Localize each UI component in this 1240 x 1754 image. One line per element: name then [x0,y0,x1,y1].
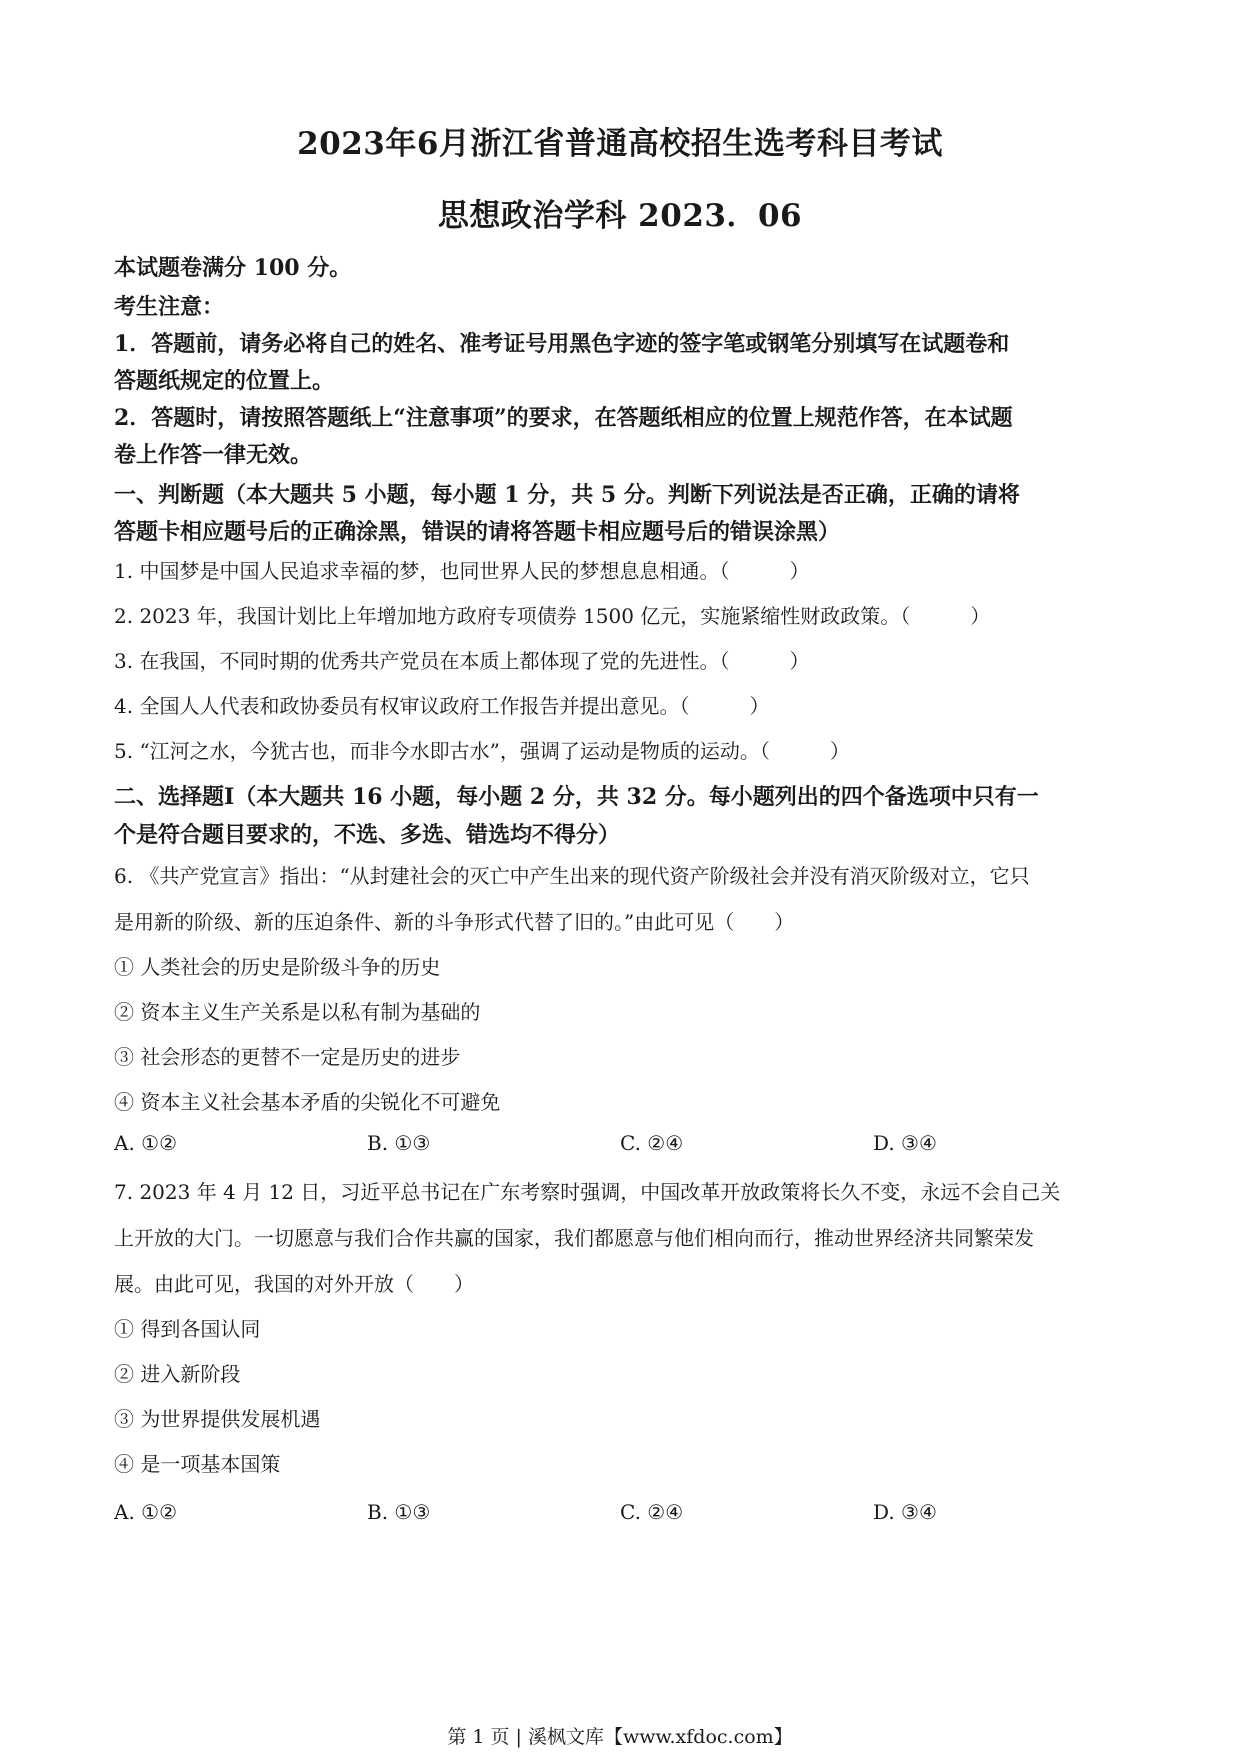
question-7-option-c: C. ②④ [620,1500,684,1524]
exam-title: 2023年6月浙江省普通高校招生选考科目考试 [297,126,943,162]
exam-subtitle: 思想政治学科 2023．06 [437,198,803,234]
question-6-statement-3: ③ 社会形态的更替不一定是历史的进步 [114,1045,461,1069]
question-6-option-b: B. ①③ [367,1131,431,1155]
question-7-option-b: B. ①③ [367,1500,431,1524]
question-7-statement-2: ② 进入新阶段 [114,1362,241,1386]
question-7-stem-line-2: 上开放的大门。一切愿意与我们合作共赢的国家，我们都愿意与他们相向而行，推动世界经济共同繁荣发 [114,1226,1034,1250]
question-6-statement-1: ① 人类社会的历史是阶级斗争的历史 [114,955,441,979]
judgment-item-3: 3. 在我国，不同时期的优秀共产党员在本质上都体现了党的先进性。（ ） [114,649,810,673]
notice-heading: 考生注意： [114,294,225,320]
section-2-heading-line-1: 二、选择题Ⅰ（本大题共 16 小题，每小题 2 分，共 32 分。每小题列出的四个备选项中只有一 [114,784,1039,810]
question-6-option-d: D. ③④ [873,1131,937,1155]
question-6-option-a: A. ①② [114,1131,178,1155]
question-6-stem-line-2: 是用新的阶级、新的压迫条件、新的斗争形式代替了旧的。”由此可见（ ） [114,910,795,934]
notice-1-line-1: 1．答题前，请务必将自己的姓名、准考证号用黑色字迹的签字笔或钢笔分别填写在试题卷和 [114,331,1010,357]
question-7-statement-1: ① 得到各国认同 [114,1317,261,1341]
judgment-item-4: 4. 全国人人代表和政协委员有权审议政府工作报告并提出意见。（ ） [114,694,770,718]
section-1-heading-line-1: 一、判断题（本大题共 5 小题，每小题 1 分，共 5 分。判断下列说法是否正确，正确的请将 [114,482,1020,508]
notice-2-line-1: 2．答题时，请按照答题纸上“注意事项”的要求，在答题纸相应的位置上规范作答，在本试题 [114,405,1013,431]
page-footer: 第 1 页 | 溪枫文库【www.xfdoc.com】 [447,1726,793,1748]
question-6-option-c: C. ②④ [620,1131,684,1155]
judgment-item-5: 5. “江河之水，今犹古也，而非今水即古水”，强调了运动是物质的运动。（ ） [114,739,850,763]
question-7-option-a: A. ①② [114,1500,178,1524]
notice-2-line-2: 卷上作答一律无效。 [114,442,313,468]
question-7-stem-line-1: 7. 2023 年 4 月 12 日，习近平总书记在广东考察时强调，中国改革开放政策将长久不变，永远不会自己关 [114,1180,1061,1204]
question-6-statement-4: ④ 资本主义社会基本矛盾的尖锐化不可避免 [114,1090,501,1114]
question-6-stem-line-1: 6. 《共产党宣言》指出：“从封建社会的灭亡中产生出来的现代资产阶级社会并没有消灭阶级对立，它只 [114,864,1030,888]
notice-1-line-2: 答题纸规定的位置上。 [114,368,335,394]
judgment-item-1: 1. 中国梦是中国人民追求幸福的梦，也同世界人民的梦想息息相通。（ ） [114,559,810,583]
section-1-heading-line-2: 答题卡相应题号后的正确涂黑，错误的请将答题卡相应题号后的错误涂黑） [114,519,841,545]
score-note: 本试题卷满分 100 分。 [114,255,352,281]
question-7-statement-3: ③ 为世界提供发展机遇 [114,1407,321,1431]
question-7-statement-4: ④ 是一项基本国策 [114,1452,281,1476]
question-7-stem-line-3: 展。由此可见，我国的对外开放（ ） [114,1272,474,1296]
section-2-heading-line-2: 个是符合题目要求的，不选、多选、错选均不得分） [114,822,621,848]
question-6-statement-2: ② 资本主义生产关系是以私有制为基础的 [114,1000,481,1024]
judgment-item-2: 2. 2023 年，我国计划比上年增加地方政府专项债券 1500 亿元，实施紧缩性财政政策。（ ） [114,604,991,628]
question-7-option-d: D. ③④ [873,1500,937,1524]
